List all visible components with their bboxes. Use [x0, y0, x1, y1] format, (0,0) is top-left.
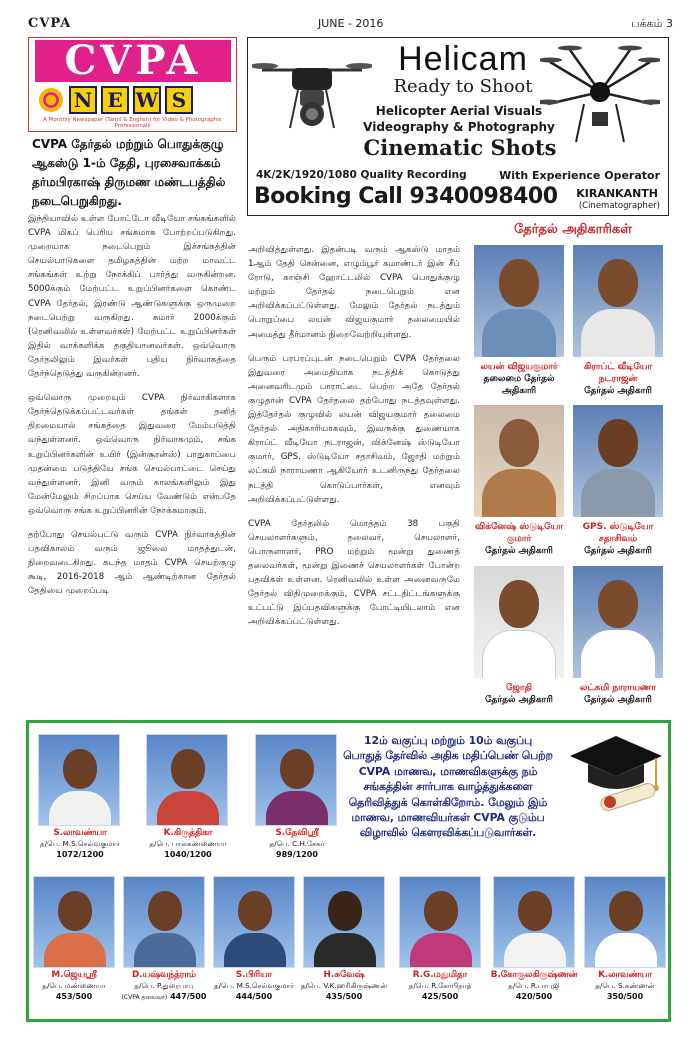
student-name: B.கோகுலகிருஷ்ணன்	[490, 970, 578, 980]
student-name: M.ஜெயஸ்ரீ	[51, 970, 97, 980]
student-mark: 453/500	[55, 992, 93, 1001]
student-parent: த/பெ. R.கோபிநாத்	[408, 981, 472, 990]
student-card	[255, 734, 339, 860]
article-paragraph: ஒவ்வொரு முறையும் CVPA நிர்வாகிகளாக தேர்ந்தெடுக்கப்பட்டவர்கள் தங்கள் தனித் திறமையால் சங்கத்தை இதுவரை மேம்படுத்தி வந்துள்ளனர். ஒவ்வொரு நிர்வாகமும், சங்க உறுப்பினர்களின் உயிர் (இன்சூரன்ஸ்) பாதுகாப்பை முதன்மை படுத்தியே சங்க செயல்பாட்டை செய்து வந்துள்ளனர். இனி வரும் காலங்களிலும் இது மேன்மேலும் சிறப்பாக செய்ய வேண்டும் என்பதே ஒவ்வொரு சங்க உறுப்பினரின் நோக்கமாகும்.	[28, 393, 236, 516]
student-parent: த/பெ. V.K.ஹரிகிருஷ்ணன்	[300, 981, 388, 990]
student-mark-value: 447/500	[170, 992, 207, 1001]
congratulations-message: 12ம் வகுப்பு மற்றும் 10ம் வகுப்பு பொதுத் தேர்வில் அதிக மதிப்பெண் பெற்ற CVPA மாணவ, மாணவிகளுக்கு நம் சங்கத்தின் சார்பாக வாழ்த்துக்களை தெரிவித்துக் கொள்கிறோம். மேலும் இம் மாணவ, மாணவியர்கள் CVPA குடும்ப விழாவில் கௌரவிக்கப்படுவார்கள்.	[343, 734, 553, 840]
student-name: S.பிரியா	[235, 970, 273, 980]
logo-letter: N	[69, 86, 97, 114]
student-mark: 1040/1200	[164, 850, 212, 859]
student-photo	[213, 876, 295, 968]
article-paragraph: இந்தியாவில் உள்ள போட்டோ வீடியோ சங்கங்களில் CVPA மிகப் பெரிய சங்கமாக போற்றப்படுகிறது. முறையாக நடைபெறும் இச்சங்கத்தின் செயல்பாடுகளை தமிழகத்தின் மற்ற மாவட்ட சங்கங்கள் உற்று நோக்கிப் பார்த்து வருகின்றன. 5000க்கும் மேற்பட்ட உறுப்பினர்களை கொண்ட CVPA தேர்தல், இரண்டு ஆண்டுகளுக்கு ஒருமுறை நடைபெற்று வருகிறது. சுமார் 2000க்கும் (ரெனிவலில் உள்ளவர்கள்) மேற்பட்ட உறுப்பினர்கள் இதில் வாக்களிக்க தகுதியானவர்கள். ஒவ்வொரு தேர்தலிலும் இவர்கள் புதிய நிர்வாகத்தை தேர்ந்தெடுத்து வருகின்றனர்.	[28, 214, 236, 380]
logo-news-row	[35, 86, 231, 116]
official-name: கிராப்ட் வீடியோ நடராஜன்	[583, 362, 653, 384]
student-card	[146, 734, 230, 860]
logo-emblem-icon	[39, 88, 63, 112]
student-name: S.லாவண்யா	[53, 828, 107, 838]
student-photo	[38, 734, 120, 826]
article-column-1	[28, 212, 236, 608]
official-photo	[474, 566, 564, 678]
official-card	[474, 245, 564, 397]
student-mark: 444/500	[235, 992, 273, 1001]
ad-quality: 4K/2K/1920/1080 Quality Recording	[256, 169, 467, 181]
official-card	[573, 405, 663, 557]
page-header	[28, 16, 673, 34]
official-name: ஜோதி	[506, 683, 532, 693]
logo-letter: E	[101, 86, 129, 114]
ad-booking-phone: Booking Call 9340098400	[254, 184, 558, 209]
ad-operator-role: (Cinematographer)	[578, 201, 660, 211]
official-name: GPS. ஸ்டுடியோ சதாசிவம்	[582, 522, 654, 544]
student-mark: 435/500	[325, 992, 363, 1001]
student-card	[210, 876, 298, 1002]
article-paragraph: பெரும் பரபரப்புடன் நடைபெறும் CVPA தேர்தலை இதுவரை அமைதியாக நடத்திக் கொடுத்து அனைவரிடமும் பாராட்டை பெற்ற அதே தேர்தல் குழுதான் CVPA தேர்தலை தற்போது நடத்தவுள்ளது. இத்தேர்தல் குழுவில் லயன் விஜயகுமார் தலைமை தேர்தல் அதிகாரியாகவும், இவருக்கு துணையாக கிராப்ட் வீடியோ நடராஜன், விக்னேஷ் ஸ்டுடியோ குமார், GPS. ஸ்டுடியோ சதாசிவம், ஜோதி மற்றும் லட்சுமி நாராயணா ஆகியோர் உடனிருந்து தேர்தலை நடத்தி கொடுப்பார்கள், எனவும் அறிவிக்கப்பட்டுள்ளது.	[248, 353, 460, 505]
student-photo	[255, 734, 337, 826]
student-card	[582, 876, 668, 1002]
student-mark: 350/500	[606, 992, 644, 1001]
student-card	[38, 734, 122, 860]
student-photo	[146, 734, 228, 826]
ad-tagline: Ready to Shoot	[393, 76, 533, 97]
student-note: (CVPA தலைவர்)	[121, 994, 168, 1001]
ad-title: Helicam	[398, 40, 528, 78]
student-name: K.லாவண்யா	[598, 970, 652, 980]
student-parent: த/பெ. மண்ணையா	[42, 981, 106, 990]
article-paragraph: CVPA தேர்தலில் மொத்தம் 38 பகுதி செயலாளர்களும், தலைவர், செயலாளர், பொருளாளர், PRO மற்றும் மூன்று துணைத் தலைவர்கள், மூன்று இணைச் செயலாளர்கள் போன்ற பதவிகள் உள்ளன. ரெனிவலில் உள்ள அனைவருமே தேர்தல் விதிமுறைக்கும், CVPA சட்டதிட்டங்களுக்கு உட்பட்டு இப்பதவிகளுக்கு போட்டியிடலாம் என அறிவிக்கப்பட்டுள்ளது.	[248, 518, 460, 628]
logo-letter: W	[133, 86, 161, 114]
official-name: லட்சுமி நாராயணா	[579, 683, 657, 693]
lead-headline: CVPA தேர்தல் மற்றும் பொதுக்குழு ஆகஸ்டு 1-ம் தேதி, புரசைவாக்கம் தர்மபிரகாஷ் திருமண மண்டபத்தில் நடைபெறுகிறது.	[32, 137, 226, 208]
student-name: D.யஷ்வந்த்ராம்	[131, 970, 197, 980]
header-brand: CVPA	[28, 16, 72, 31]
student-name: R.G.மதுமிதா	[412, 970, 468, 980]
student-photo	[123, 876, 205, 968]
student-mark: 1072/1200	[56, 850, 104, 859]
official-role: தலைமை தேர்தல் அதிகாரி	[483, 374, 555, 396]
student-mark: 420/500	[515, 992, 553, 1001]
student-photo	[399, 876, 481, 968]
official-role: தேர்தல் அதிகாரி	[584, 546, 652, 556]
article-paragraph: தற்போது செயல்பட்டு வரும் CVPA நிர்வாகத்தின் பதவிகாலம் வரும் ஜூலை மாதத்துடன், நிறைவடைகிறது. கடந்த மாதம் CVPA செயற்குழு கூடி, 2016-2018 ஆம் ஆண்டிற்கான தேர்தல் தேதியை முறைப்படி	[28, 529, 236, 597]
ad-experience: With Experience Operator	[499, 169, 660, 182]
article-paragraph: அறிவித்துள்ளது. இதன்படி வரும் ஆகஸ்டு மாதம் 1ஆம் தேதி சென்னை, எழும்பூர் கமாண்டர் இன் சீப் ரோடு, காஞ்சி ஹோட்டலில் CVPA பொதுக்குழு மற்றும் தேர்தல் நடைபெறும் என அறிவிக்கப்பட்டுள்ளது. மேலும் தேர்தல் நடத்தும் பொறுப்பை லயன் விஜயகுமார் தலைமையில் அமைத்து தீர்மானம் நிறைவேற்றியுள்ளது.	[248, 245, 460, 340]
student-card	[396, 876, 484, 1002]
student-card	[120, 876, 208, 1003]
student-parent: த/பெ. பாலகண்ணையா	[149, 839, 227, 848]
graduation-cap-icon	[560, 730, 666, 812]
student-mark	[120, 991, 208, 1003]
officials-heading: தேர்தல் அதிகாரிகள்	[514, 222, 632, 237]
student-photo	[584, 876, 666, 968]
official-role: தேர்தல் அதிகாரி	[485, 695, 553, 705]
student-name: H.சுவேஷ்	[323, 970, 365, 980]
ad-line-aerial: Helicopter Aerial Visuals	[375, 104, 543, 118]
page-number: பக்கம் 3	[631, 17, 673, 30]
student-parent: த/பெ. M.S.செல்வகுமார்	[213, 981, 294, 990]
logo-cvpa-text: CVPA	[35, 40, 231, 82]
official-role: தேர்தல் அதிகாரி	[584, 386, 652, 396]
helicam-advertisement	[247, 37, 669, 216]
student-mark: 425/500	[421, 992, 459, 1001]
student-mark: 989/1200	[276, 850, 318, 859]
student-parent: த/பெ. M.S.செல்வகுமார்	[39, 839, 120, 848]
official-photo	[474, 405, 564, 517]
logo-tagline: A Monthly Newspaper (Tamil & English) for Video & Photographic Professionals	[43, 117, 222, 129]
official-card	[573, 245, 663, 397]
official-name: விக்னேஷ் ஸ்டுடியோ குமார்	[475, 522, 563, 544]
ad-operator-name: KIRANKANTH	[576, 187, 658, 200]
student-parent: த/பெ. C.H.சேகர்	[269, 839, 325, 848]
student-name: S.தேவிஸ்ரீ	[275, 828, 319, 838]
official-card	[474, 405, 564, 557]
official-photo	[474, 245, 564, 357]
student-card	[300, 876, 388, 1002]
ad-cinematic: Cinematic Shots	[363, 135, 557, 160]
logo-news-letters	[69, 86, 193, 116]
issue-month: JUNE - 2016	[318, 17, 384, 30]
official-name: லயன் விஜயகுமார்	[480, 362, 558, 372]
official-photo	[573, 405, 663, 517]
logo-letter: S	[165, 86, 193, 114]
official-photo	[573, 245, 663, 357]
cvpa-news-logo	[28, 37, 237, 132]
official-role: தேர்தல் அதிகாரி	[584, 695, 652, 705]
official-role: தேர்தல் அதிகாரி	[485, 546, 553, 556]
student-name: K.கிருத்திகா	[163, 828, 213, 838]
official-card	[573, 566, 663, 706]
student-parent: த/பெ. R.பாபுஜி	[508, 981, 560, 990]
student-card	[30, 876, 118, 1002]
student-parent: த/பெ. S.கண்ணன்	[595, 981, 655, 990]
student-card	[488, 876, 580, 1002]
student-photo	[493, 876, 575, 968]
student-parent: த/பெ. P.துரைபாபு	[134, 981, 194, 990]
ad-line-video: Videography & Photography	[363, 120, 555, 134]
student-photo	[303, 876, 385, 968]
student-photo	[33, 876, 115, 968]
official-photo	[573, 566, 663, 678]
official-card	[474, 566, 564, 706]
article-column-2	[248, 243, 460, 639]
